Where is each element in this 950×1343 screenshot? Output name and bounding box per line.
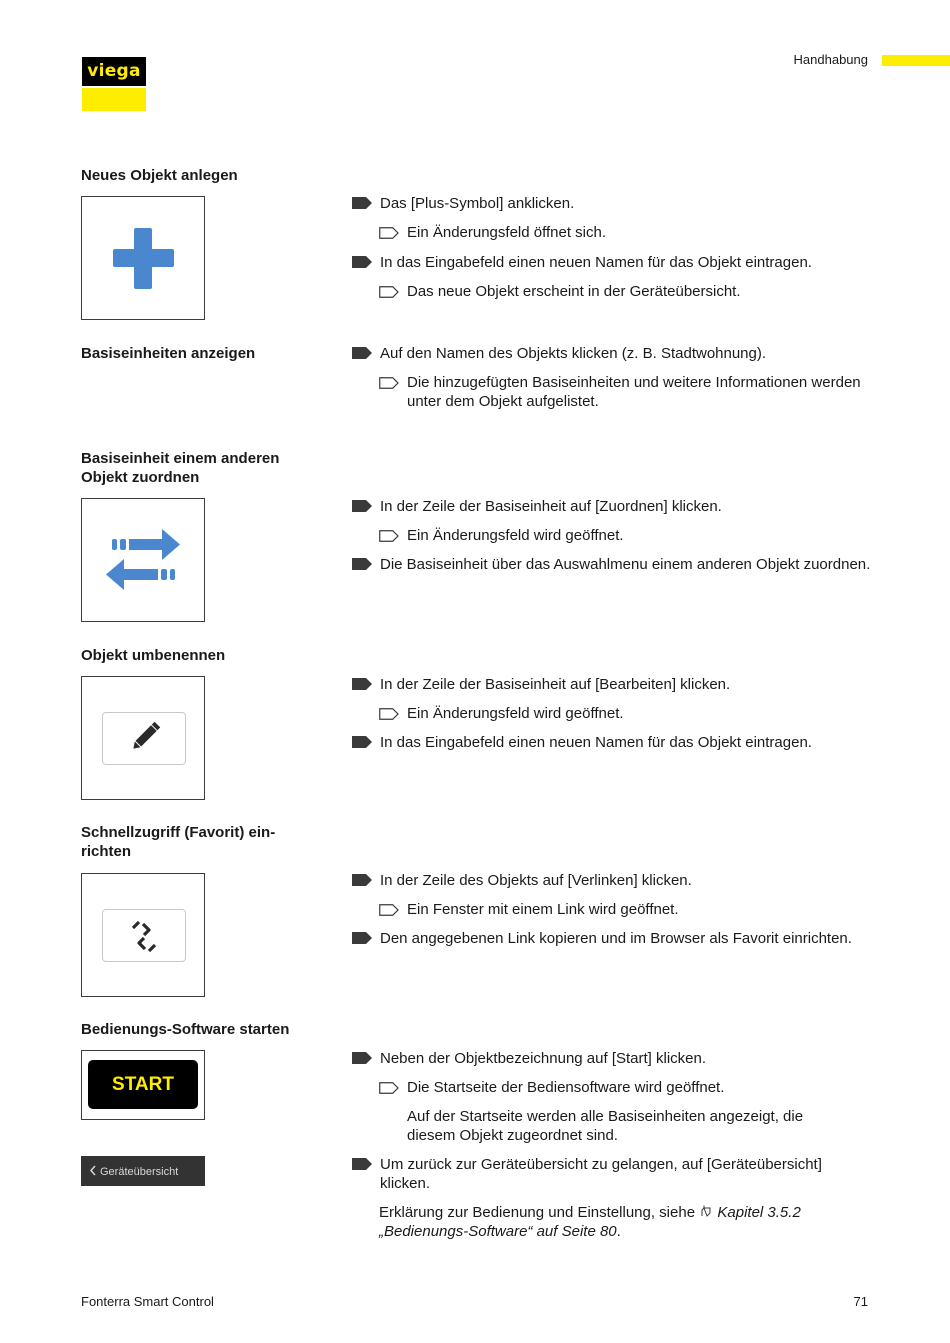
reference-suffix: . <box>616 1223 621 1240</box>
edit-button <box>102 712 186 765</box>
step-arrow-icon <box>352 1158 372 1170</box>
viega-logo-bar <box>82 88 146 111</box>
step-text: Das [Plus-Symbol] anklicken. <box>380 195 575 212</box>
step-item <box>352 929 872 948</box>
footer-product: Fonterra Smart Control <box>81 1294 214 1309</box>
edit-button-image <box>81 676 205 800</box>
step-arrow-icon <box>352 678 372 690</box>
viega-logo: viega <box>82 57 146 86</box>
result-note: Auf der Startseite werden alle Basiseinheiten angezeigt, die diesem Objekt zugeordnet sind. <box>407 1108 804 1144</box>
heading-favorite: Schnellzugriff (Favorit) einrichten <box>81 824 276 860</box>
step-text: Die Basiseinheit über das Auswahlmenu einem anderen Objekt zuordnen. <box>380 556 871 573</box>
step-item <box>352 871 872 890</box>
step-item <box>352 253 872 272</box>
plus-icon <box>82 197 204 319</box>
step-item <box>352 1049 872 1068</box>
result-text: Ein Änderungsfeld wird geöffnet. <box>407 705 624 722</box>
result-text: Ein Fenster mit einem Link wird geöffnet. <box>407 901 679 918</box>
link-button-image <box>81 873 205 997</box>
result-item <box>379 373 869 411</box>
heading-rename-object: Objekt umbenennen <box>81 647 226 664</box>
start-button: START <box>88 1060 198 1109</box>
step-arrow-icon <box>352 1052 372 1064</box>
transfer-arrows-icon <box>82 499 204 621</box>
result-item <box>379 900 869 919</box>
step-text: In der Zeile der Basiseinheit auf [Bearbeiten] klicken. <box>380 676 731 693</box>
step-arrow-icon <box>352 558 372 570</box>
result-item <box>379 282 869 301</box>
step-item <box>352 1155 872 1193</box>
assign-button-image <box>81 498 205 622</box>
heading-assign-unit: Basiseinheit einem anderen Objekt zuordnen <box>81 450 280 486</box>
step-item <box>352 555 872 574</box>
step-arrow-icon <box>352 874 372 886</box>
step-arrow-icon <box>352 500 372 512</box>
step-item <box>352 344 872 363</box>
section-marker-bar <box>882 55 950 66</box>
back-label: Geräteübersicht <box>100 1166 179 1178</box>
back-to-overview-bar <box>81 1156 205 1186</box>
step-text: In der Zeile der Basiseinheit auf [Zuordnen] klicken. <box>380 498 722 515</box>
result-text: Die Startseite der Bediensoftware wird geöffnet. <box>407 1079 725 1096</box>
reference-hand-icon <box>699 1204 713 1218</box>
result-item <box>379 704 869 723</box>
reference-prefix: Erklärung zur Bedienung und Einstellung, siehe <box>379 1204 696 1221</box>
result-arrow-icon <box>379 1082 399 1094</box>
link-button <box>102 909 186 962</box>
link-icon <box>103 910 185 961</box>
heading-show-units: Basiseinheiten anzeigen <box>81 345 256 362</box>
result-item <box>379 1078 869 1097</box>
result-arrow-icon <box>379 530 399 542</box>
step-text: Neben der Objektbezeichnung auf [Start] klicken. <box>380 1050 707 1067</box>
step-arrow-icon <box>352 197 372 209</box>
step-text: In das Eingabefeld einen neuen Namen für das Objekt eintragen. <box>380 734 812 751</box>
step-text: In der Zeile des Objekts auf [Verlinken] klicken. <box>380 872 692 889</box>
step-arrow-icon <box>352 932 372 944</box>
result-arrow-icon <box>379 286 399 298</box>
step-item <box>352 675 872 694</box>
step-item <box>352 497 872 516</box>
section-title: Handhabung <box>793 52 868 67</box>
step-text: Um zurück zur Geräteübersicht zu gelangen, auf [Geräteübersicht] klicken. <box>380 1156 822 1192</box>
step-text: In das Eingabefeld einen neuen Namen für das Objekt eintragen. <box>380 254 812 271</box>
step-text: Auf den Namen des Objekts klicken (z. B. Stadtwohnung). <box>380 345 767 362</box>
pencil-icon <box>103 713 185 764</box>
result-text: Die hinzugefügten Basiseinheiten und weitere Informationen werden unter dem Objekt aufgelistet. <box>407 374 861 410</box>
reference-link[interactable]: Kapitel 3.5.2 „Bedienungs-Software“ auf Seite 80 <box>379 1204 801 1240</box>
result-arrow-icon <box>379 227 399 239</box>
step-item <box>352 194 872 213</box>
step-item <box>352 733 872 752</box>
start-button-image <box>81 1050 205 1120</box>
page-number: 71 <box>853 1294 868 1309</box>
result-arrow-icon <box>379 377 399 389</box>
plus-button-image <box>81 196 205 320</box>
step-arrow-icon <box>352 736 372 748</box>
step-arrow-icon <box>352 347 372 359</box>
result-item <box>379 526 869 545</box>
heading-start-software: Bedienungs-Software starten <box>81 1021 290 1038</box>
result-arrow-icon <box>379 708 399 720</box>
chevron-left-icon <box>89 1156 97 1186</box>
result-text: Ein Änderungsfeld wird geöffnet. <box>407 527 624 544</box>
step-text: Den angegebenen Link kopieren und im Browser als Favorit einrichten. <box>380 930 852 947</box>
result-text: Ein Änderungsfeld öffnet sich. <box>407 224 607 241</box>
step-arrow-icon <box>352 256 372 268</box>
result-text: Das neue Objekt erscheint in der Geräteübersicht. <box>407 283 741 300</box>
result-item <box>379 223 869 242</box>
result-arrow-icon <box>379 904 399 916</box>
heading-new-object: Neues Objekt anlegen <box>81 167 238 184</box>
reference-paragraph <box>379 1203 849 1241</box>
